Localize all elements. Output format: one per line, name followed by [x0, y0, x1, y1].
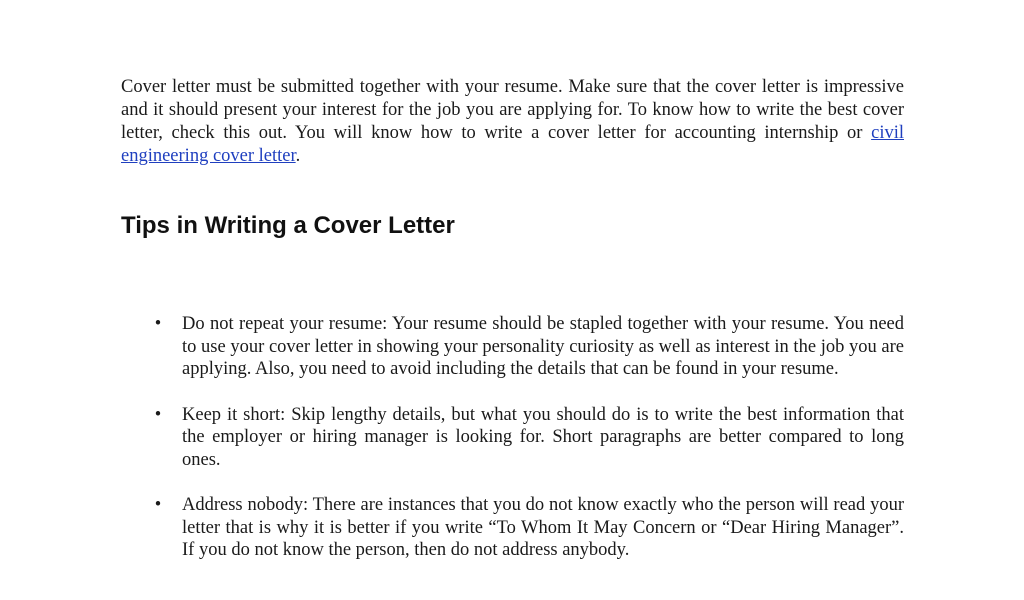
bullet-icon: • [154, 314, 162, 334]
intro-text: Cover letter must be submitted together with your resume. Make sure that the cover letter is impressive and it should present your interest for the job you are applying for. To know how to write the best cover letter, check this out. You will know how to write a cover letter for accounting internship or [121, 77, 904, 143]
tip-text: Do not repeat your resume: Your resume should be stapled together with your resume. You need to use your cover letter in showing your personality curiosity as well as interest in the job you are applying. Also, you need to avoid including the details that can be found in your resume. [182, 314, 904, 379]
intro-text-end: . [295, 146, 301, 166]
civil-engineering-cover-letter-link[interactable]: civil engineering cover letter [121, 123, 904, 166]
tip-do-not-repeat-resume [121, 313, 904, 381]
bullet-icon: • [154, 404, 162, 425]
intro-paragraph [121, 76, 904, 168]
tip-address-nobody [121, 494, 904, 562]
tip-text: Keep it short: Skip lengthy details, but what you should do is to write the best information that the employer or hiring manager is looking for. Short paragraphs are better compared to long ones. [182, 404, 904, 470]
tip-text: Address nobody: There are instances that you do not know exactly who the person will read your letter that is why it is better if you write “To Whom It May Concern or “Dear Hiring Manager”. If you do not know the person, then do not address anybody. [182, 495, 904, 560]
tip-keep-it-short [121, 404, 904, 472]
tips-list [121, 313, 904, 585]
bullet-icon: • [154, 495, 162, 515]
section-heading: Tips in Writing a Cover Letter [121, 212, 455, 239]
